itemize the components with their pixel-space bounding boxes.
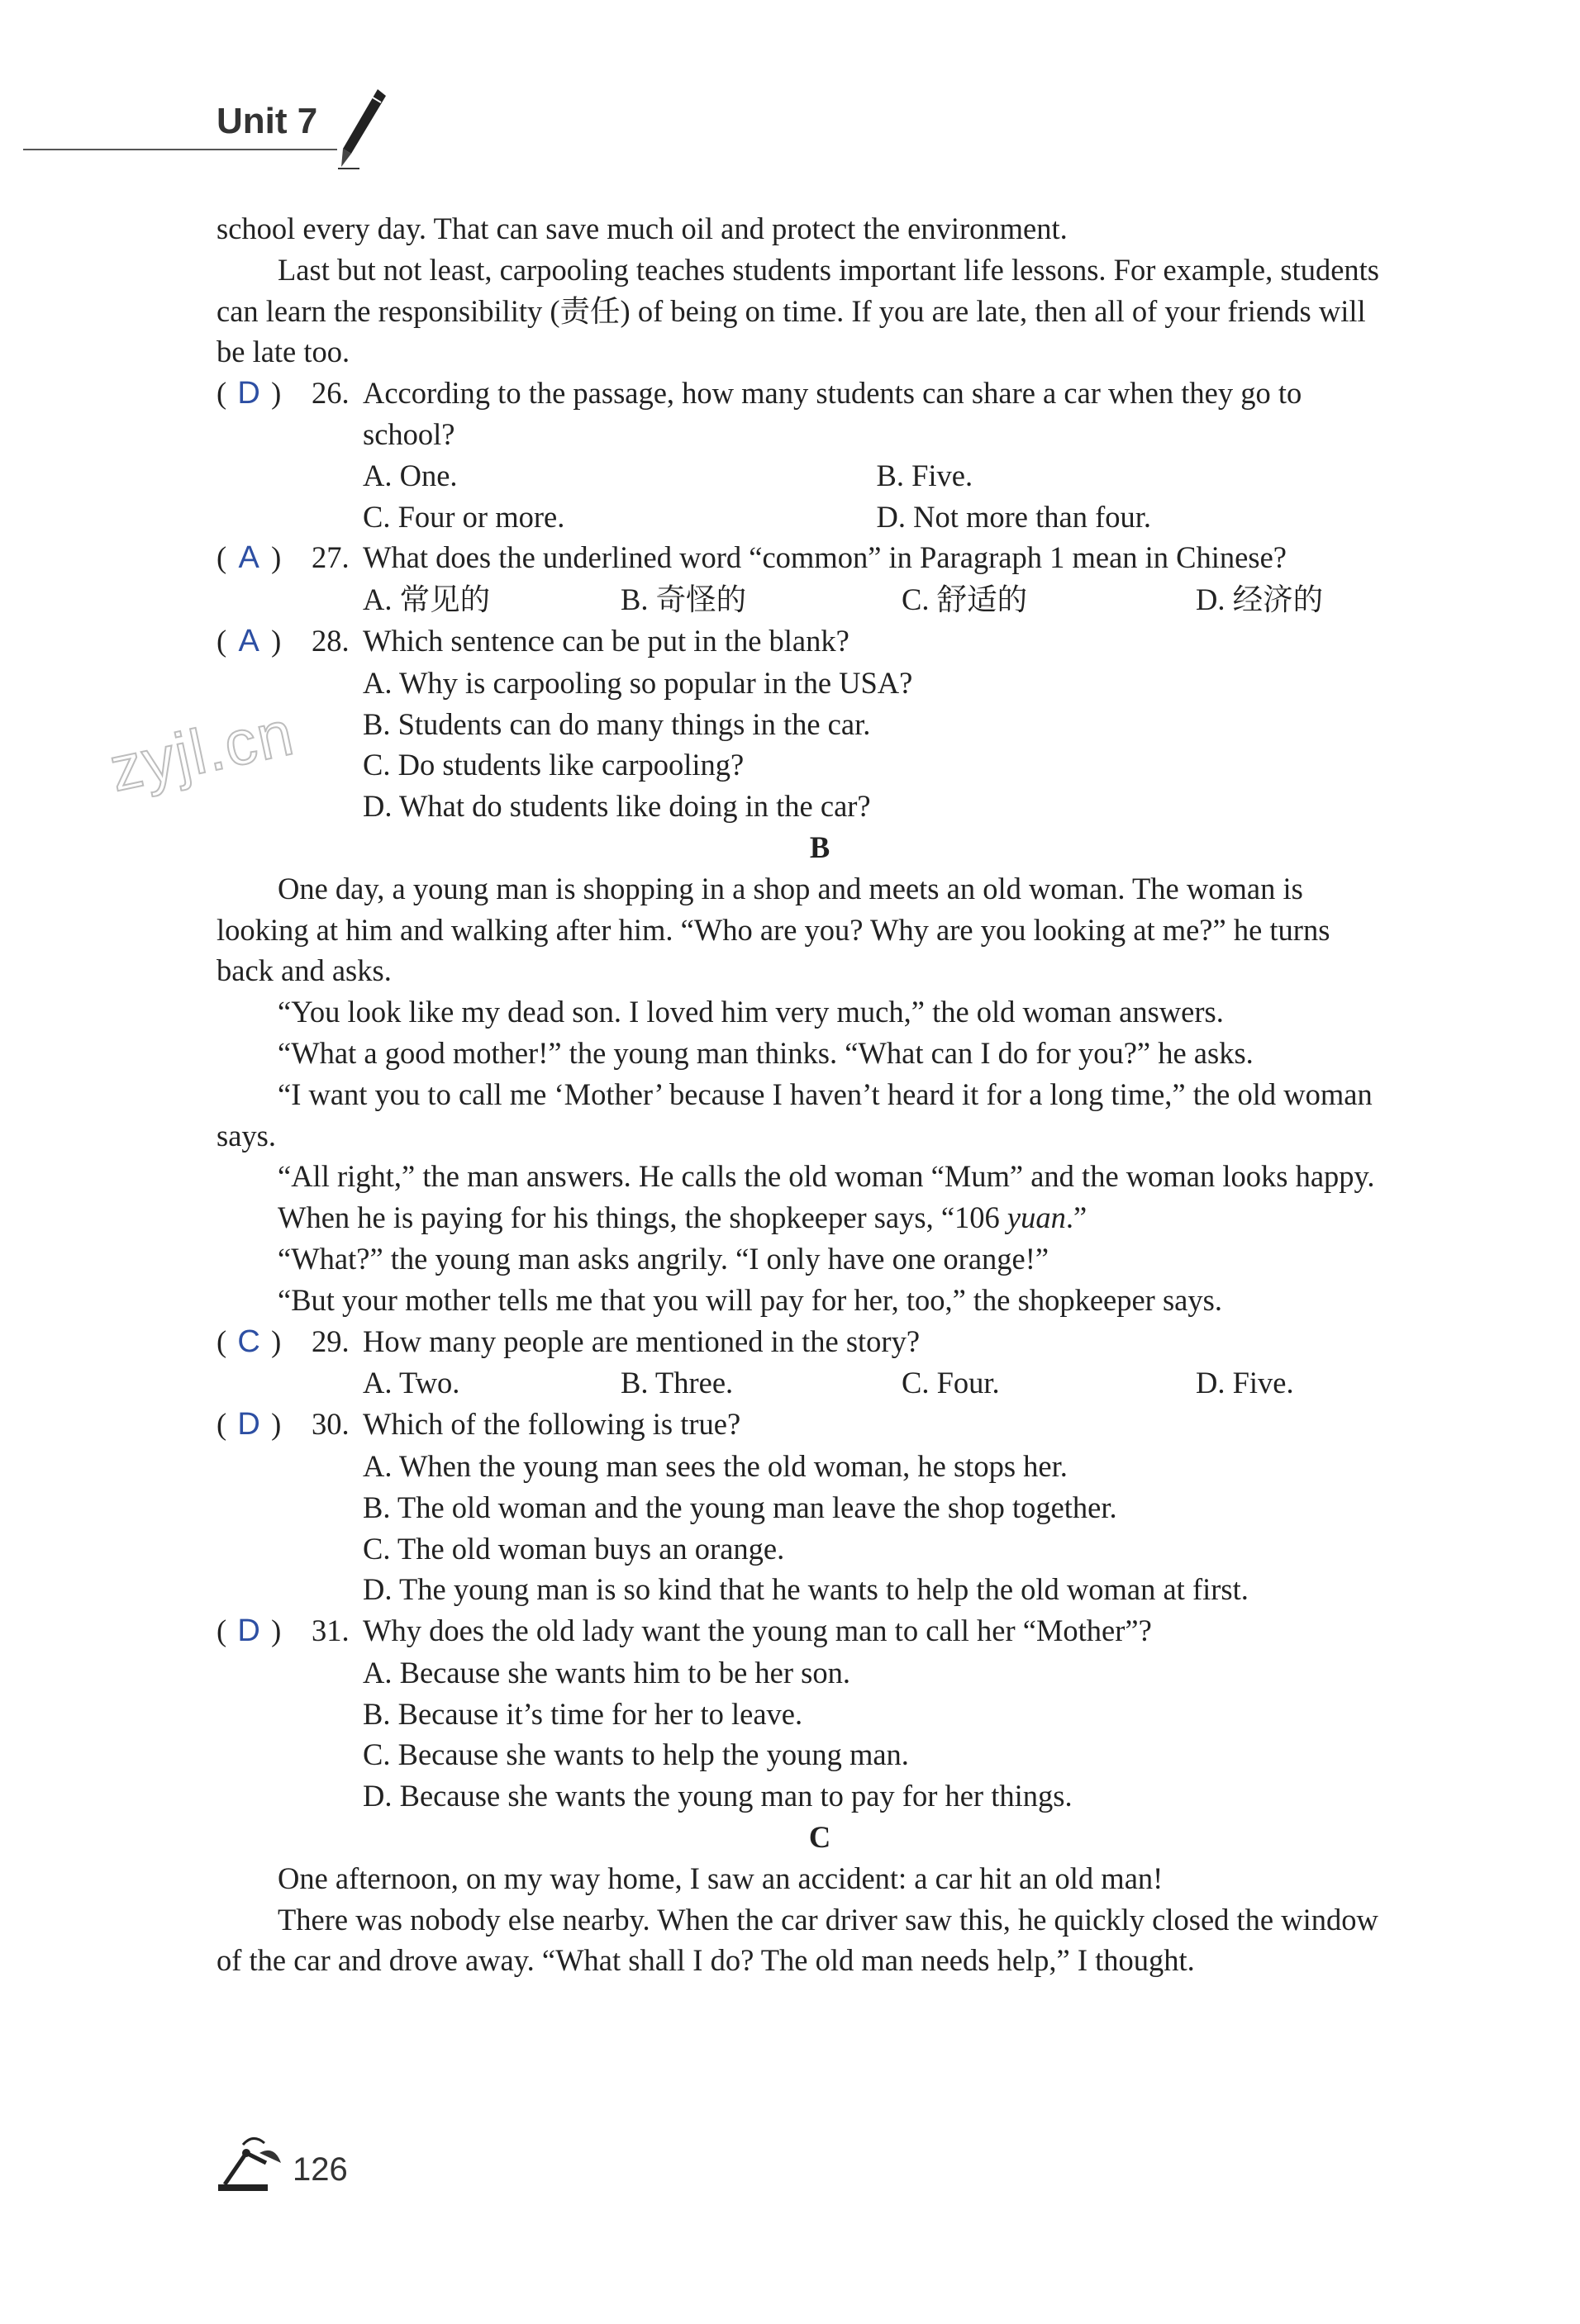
option: A. One. xyxy=(363,458,458,492)
unit-title: Unit 7 xyxy=(217,101,318,141)
section-title: B xyxy=(809,829,830,864)
option: A. Two. xyxy=(363,1366,460,1400)
question-29 xyxy=(217,1321,1390,1363)
question-number: 30. xyxy=(312,1407,350,1442)
question-text: Which sentence can be put in the blank? xyxy=(363,623,849,658)
passage-paragraph: “I want you to call me ‘Mother’ because I haven’t heard it for a long time,” the old woman says. xyxy=(217,1076,1373,1152)
option: D. The young man is so kind that he wants to help the old woman at first. xyxy=(363,1572,1249,1607)
pen-icon xyxy=(335,88,388,170)
option: D. Because she wants the young man to pay for her things. xyxy=(363,1779,1073,1813)
passage-paragraph: One afternoon, on my way home, I saw an accident: a car hit an old man! xyxy=(278,1861,1164,1895)
question-27 xyxy=(217,537,1390,579)
answer-mark: A xyxy=(238,623,259,658)
answer-bracket: ( A ) xyxy=(217,620,312,663)
passage-paragraph: “You look like my dead son. I loved him very much,” the old woman answers. xyxy=(278,995,1224,1029)
header-rule xyxy=(23,149,337,150)
passage-paragraph: “But your mother tells me that you will pay for her, too,” the shopkeeper says. xyxy=(278,1282,1222,1317)
answer-bracket: ( A ) xyxy=(217,537,312,579)
answer-bracket: ( D ) xyxy=(217,373,312,415)
answer-mark: D xyxy=(237,376,260,411)
options xyxy=(217,497,1390,538)
page-header xyxy=(0,91,430,173)
option: B. The old woman and the young man leave the shop together. xyxy=(363,1490,1117,1524)
option: A. Why is carpooling so popular in the USA? xyxy=(363,665,913,700)
option: B. Because it’s time for her to leave. xyxy=(363,1696,803,1731)
question-text: Which of the following is true? xyxy=(363,1407,741,1442)
passage-paragraph: There was nobody else nearby. When the car driver saw this, he quickly closed the window of the car and drove away. “What shall I do? The old man needs help,” I thought. xyxy=(217,1902,1378,1978)
option: A. Because she wants him to be her son. xyxy=(363,1655,850,1690)
question-number: 29. xyxy=(312,1324,350,1358)
intro-paragraph: school every day. That can save much oil and protect the environment. xyxy=(217,211,1068,245)
option: C. The old woman buys an orange. xyxy=(363,1531,785,1566)
option: D. What do students like doing in the car? xyxy=(363,789,871,824)
page-number: 126 xyxy=(293,2151,348,2188)
passage-paragraph: “What?” the young man asks angrily. “I only have one orange!” xyxy=(278,1241,1049,1276)
options xyxy=(217,579,1390,620)
question-number: 28. xyxy=(312,623,350,658)
question-30 xyxy=(217,1404,1390,1446)
question-26 xyxy=(217,373,1390,455)
passage-paragraph: “All right,” the man answers. He calls the old woman “Mum” and the woman looks happy. xyxy=(278,1159,1375,1194)
answer-mark: D xyxy=(237,1613,260,1649)
passage-paragraph: “What a good mother!” the young man thinks. “What can I do for you?” he asks. xyxy=(278,1035,1254,1070)
answer-bracket: ( C ) xyxy=(217,1321,312,1363)
option: C. Four. xyxy=(902,1366,1000,1400)
question-text: What does the underlined word “common” in Paragraph 1 mean in Chinese? xyxy=(363,540,1287,575)
section-title: C xyxy=(808,1820,831,1855)
italic-word: yuan xyxy=(1007,1200,1066,1235)
intro-paragraph: Last but not least, carpooling teaches students important life lessons. For example, students can learn the responsibility (责任) of being on time. If you are late, then all of your friends will be late too. xyxy=(217,252,1379,369)
answer-bracket: ( D ) xyxy=(217,1610,312,1652)
question-number: 31. xyxy=(312,1613,350,1648)
option: C. 舒适的 xyxy=(902,582,1028,617)
question-text: According to the passage, how many students can share a car when they go to school? xyxy=(363,376,1302,451)
option: A. 常见的 xyxy=(363,582,491,617)
watermark: zyjl.cn xyxy=(103,697,301,806)
document-body xyxy=(217,208,1390,1981)
question-31 xyxy=(217,1610,1390,1652)
question-text: How many people are mentioned in the story? xyxy=(363,1324,921,1358)
answer-bracket: ( D ) xyxy=(217,1404,312,1446)
option: C. Because she wants to help the young man. xyxy=(363,1737,909,1772)
page-footer xyxy=(213,2128,461,2203)
question-28 xyxy=(217,620,1390,663)
option: C. Do students like carpooling? xyxy=(363,748,745,782)
option: D. Five. xyxy=(1196,1366,1294,1400)
option: D. 经济的 xyxy=(1196,582,1324,617)
desk-lamp-icon xyxy=(213,2128,284,2194)
option: B. Students can do many things in the car. xyxy=(363,706,871,741)
option: B. Three. xyxy=(621,1366,734,1400)
option: C. Four or more. xyxy=(363,499,565,534)
question-number: 26. xyxy=(312,376,350,411)
question-text: Why does the old lady want the young man to call her “Mother”? xyxy=(363,1613,1152,1648)
answer-mark: D xyxy=(237,1407,260,1442)
question-number: 27. xyxy=(312,540,350,575)
option: D. Not more than four. xyxy=(876,499,1151,534)
option: B. Five. xyxy=(876,458,973,492)
passage-paragraph: When he is paying for his things, the shopkeeper says, “106 yuan.” xyxy=(278,1200,1087,1235)
passage-paragraph: One day, a young man is shopping in a shop and meets an old woman. The woman is looking at him and walking after him. “Who are you? Why are you looking at me?” he turns back and asks. xyxy=(217,871,1330,988)
options xyxy=(217,455,1390,497)
option: A. When the young man sees the old woman, he stops her. xyxy=(363,1448,1068,1483)
answer-mark: A xyxy=(238,540,259,576)
option: B. 奇怪的 xyxy=(621,582,747,617)
answer-mark: C xyxy=(237,1324,260,1359)
options xyxy=(217,1362,1390,1404)
